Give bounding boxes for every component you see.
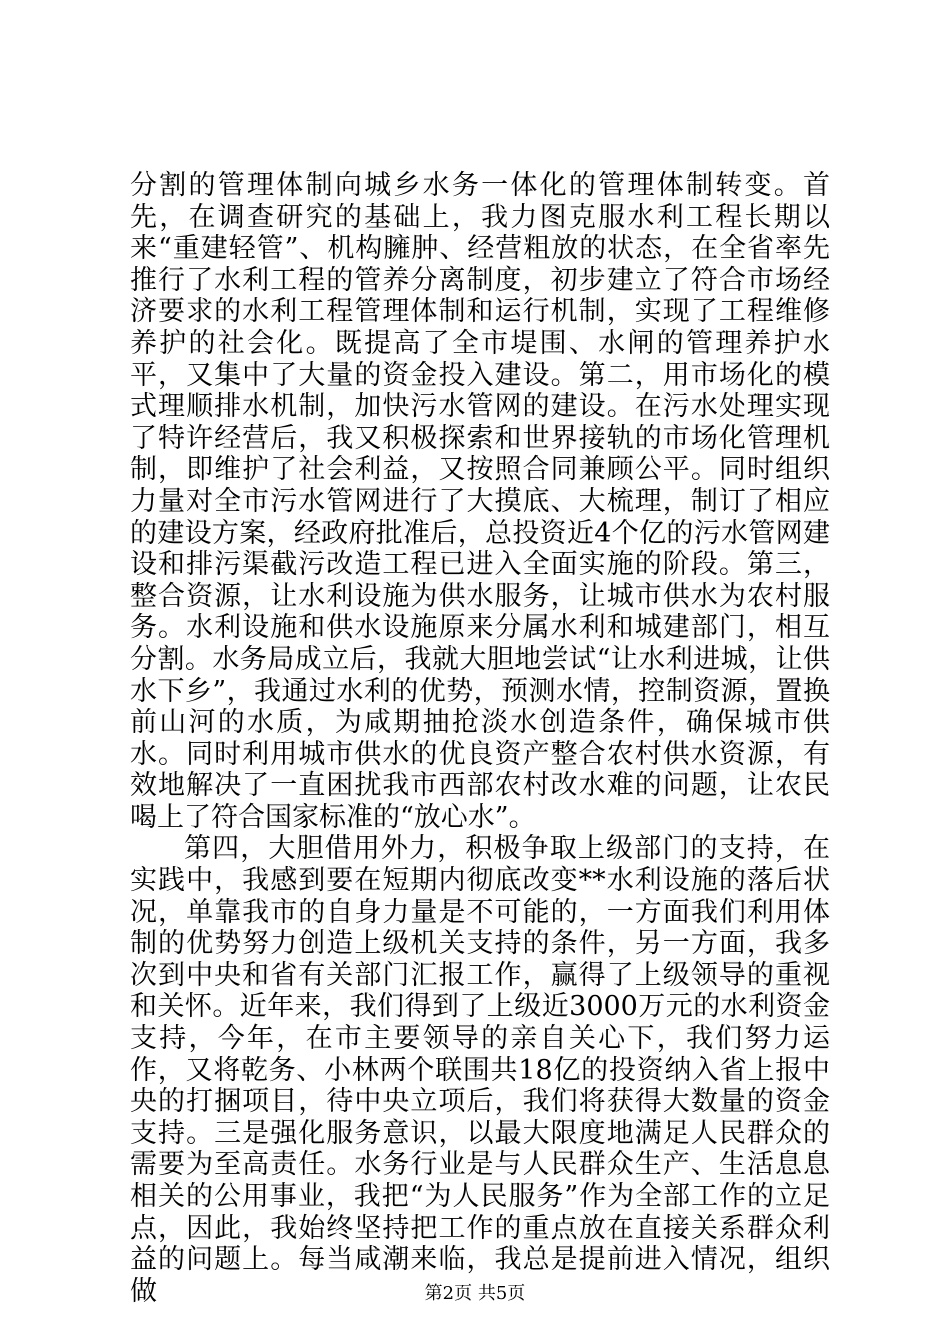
document-body [130,170,830,1307]
paragraph-continued: 分割的管理体制向城乡水务一体化的管理体制转变。首先，在调查研究的基础上，我力图克服水利工程长期以来“重建轻管”、机构臃肿、经营粗放的状态，在全省率先推行了水利工程的管养分离制度，初步建立了符合市场经济要求的水利工程管理体制和运行机制，实现了工程维修养护的社会化。既提高了全市堤围、水闸的管理养护水平，又集中了大量的资金投入建设。第二，用市场化的模式理顺排水机制，加快污水管网的建设。在污水处理实现了特许经营后，我又积极探索和世界接轨的市场化管理机制，即维护了社会利益，又按照合同兼顾公平。同时组织力量对全市污水管网进行了大摸底、大梳理，制订了相应的建设方案，经政府批准后，总投资近4个亿的污水管网建设和排污渠截污改造工程已进入全面实施的阶段。第三，整合资源，让水利设施为供水服务，让城市供水为农村服务。水利设施和供水设施原来分属水利和城建部门，相互分割。水务局成立后，我就大胆地尝试“让水利进城，让供水下乡”，我通过水利的优势，预测水情，控制资源，置换前山河的水质，为咸期抽抢淡水创造条件，确保城市供水。同时利用城市供水的优良资产整合农村供水资源，有效地解决了一直困扰我市西部农村改水难的问题，让农民喝上了符合国家标准的“放心水”。 [130,170,830,833]
paragraph-fourth-point: 第四，大胆借用外力，积极争取上级部门的支持，在实践中，我感到要在短期内彻底改变**水利设施的落后状况，单靠我市的自身力量是不可能的，一方面我们利用体制的优势努力创造上级机关支持的条件，另一方面，我多次到中央和省有关部门汇报工作，赢得了上级领导的重视和关怀。近年来，我们得到了上级近3000万元的水利资金支持，今年，在市主要领导的亲自关心下，我们努力运作，又将乾务、小林两个联围共18亿的投资纳入省上报中央的打捆项目，待中央立项后，我们将获得大数量的资金支持。三是强化服务意识，以最大限度地满足人民群众的需要为至高责任。水务行业是与人民群众生产、生活息息相关的公用事业，我把“为人民服务”作为全部工作的立足点，因此，我始终坚持把工作的重点放在直接关系群众利益的问题上。每当咸潮来临，我总是提前进入情况，组织做 [130,833,830,1307]
page-footer: 第2页 共5页 [424,1283,526,1304]
